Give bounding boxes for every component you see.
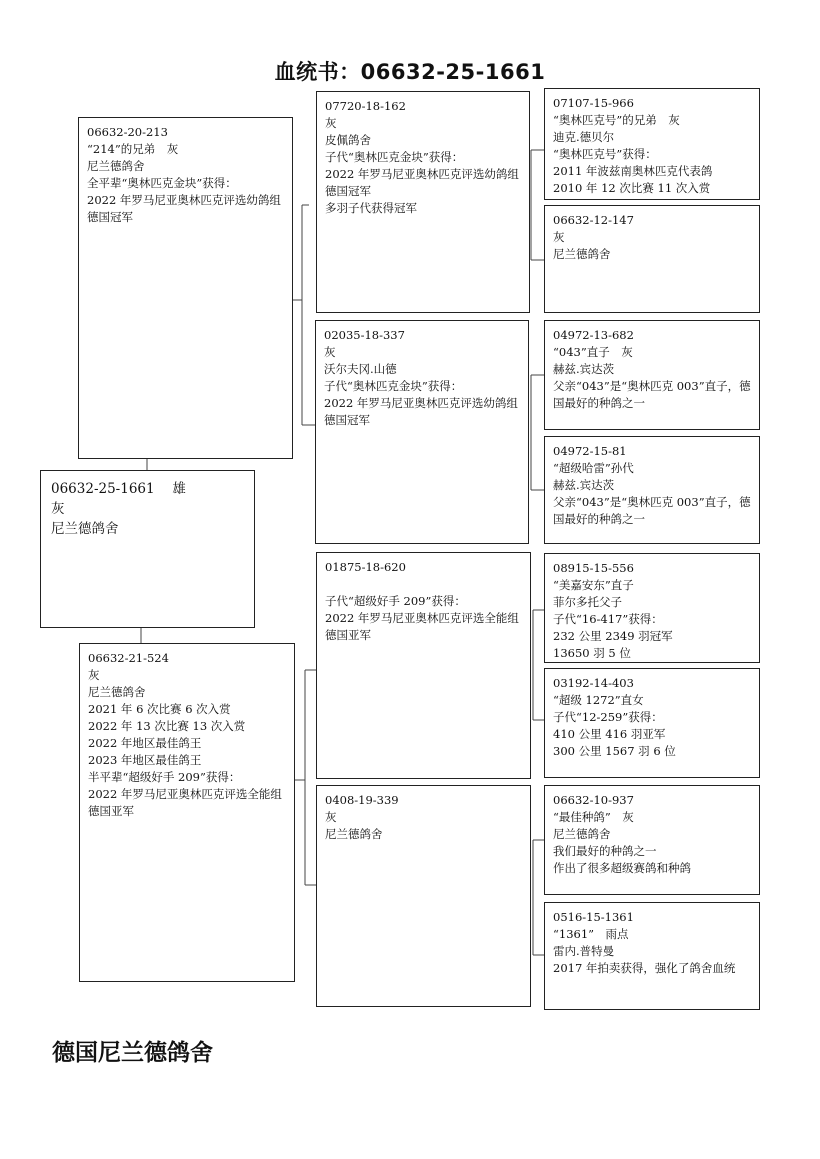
ggp-ring: 08915-15-556	[553, 561, 634, 575]
pigeon-ring: 06632-25-1661	[51, 481, 155, 497]
dam-line: 2022 年罗马尼亚奥林匹克评选全能组德国亚军	[88, 787, 282, 818]
page-title: 血统书：06632-25-1661	[274, 60, 546, 84]
dam-sire-line	[325, 576, 522, 593]
ggp-line: 赫兹.宾达茨	[553, 362, 615, 376]
pigeon-line: 灰	[51, 501, 65, 517]
sire-sire-line: 多羽子代获得冠军	[325, 201, 417, 215]
pigeon-line: 尼兰德鸽舍	[51, 521, 119, 537]
sire-sire-box	[316, 91, 530, 313]
dam-box	[79, 643, 295, 982]
dam-line: 尼兰德鸽舍	[88, 685, 146, 699]
dam-line: 半平辈“超级好手 209”获得：	[88, 770, 241, 784]
sire-dam-line: 子代“奥林匹克金块”获得：	[324, 379, 463, 393]
ggp-line: “超级 1272”直女	[553, 693, 644, 707]
sire-sire-line: 皮佩鸽舍	[325, 133, 371, 147]
dam-sire-ring: 01875-18-620	[325, 560, 406, 574]
dam-dam-line: 尼兰德鸽舍	[325, 827, 383, 841]
ggp-line: 300 公里 1567 羽 6 位	[553, 744, 676, 758]
ggp-ring: 06632-12-147	[553, 213, 634, 227]
ggp-box-6	[544, 668, 760, 778]
ggp-box-8	[544, 902, 760, 1010]
ggp-line: 菲尔多托父子	[553, 595, 622, 609]
ggp-line: “奥林匹克号”获得：	[553, 147, 657, 161]
sire-sire-ring: 07720-18-162	[325, 99, 406, 113]
ggp-line: “043”直子 灰	[553, 345, 633, 359]
sire-dam-box	[315, 320, 529, 544]
ggp-line: 13650 羽 5 位	[553, 646, 631, 660]
sire-sire-line: 2022 年罗马尼亚奥林匹克评选幼鸽组德国冠军	[325, 167, 519, 198]
sire-line: “214”的兄弟 灰	[87, 142, 179, 156]
ggp-ring: 0516-15-1361	[553, 910, 634, 924]
sire-line: 全平辈“奥林匹克金块”获得：	[87, 176, 237, 190]
ggp-line: 子代“12-259”获得：	[553, 710, 663, 724]
ggp-line: 2011 年波兹南奥林匹克代表鸽	[553, 164, 713, 178]
ggp-ring: 04972-13-682	[553, 328, 634, 342]
ggp-ring: 07107-15-966	[553, 96, 634, 110]
dam-dam-line: 灰	[325, 810, 337, 824]
ggp-box-2	[544, 205, 760, 313]
sire-sire-line: 子代“奥林匹克金块”获得：	[325, 150, 464, 164]
sire-line: 2022 年罗马尼亚奥林匹克评选幼鸽组德国冠军	[87, 193, 281, 224]
pigeon-sex: 雄	[172, 481, 186, 497]
sire-line: 尼兰德鸽舍	[87, 159, 145, 173]
ggp-line: “最佳种鸽” 灰	[553, 810, 634, 824]
dam-dam-box	[316, 785, 531, 1007]
dam-ring: 06632-21-524	[88, 651, 169, 665]
ggp-line: 尼兰德鸽舍	[553, 247, 611, 261]
dam-line: 2022 年地区最佳鸽王	[88, 736, 202, 750]
ggp-line: 2017 年拍卖获得，强化了鸽舍血统	[553, 961, 736, 975]
ggp-line: 2010 年 12 次比赛 11 次入赏	[553, 181, 711, 195]
ggp-box-5	[544, 553, 760, 663]
ggp-line: 父亲“043”是“奥林匹克 003”直子，德国最好的种鸽之一	[553, 379, 751, 410]
ggp-line: 作出了很多超级赛鸽和种鸽	[553, 861, 691, 875]
ggp-box-1	[544, 88, 760, 200]
pigeon-box	[40, 470, 255, 628]
sire-dam-ring: 02035-18-337	[324, 328, 405, 342]
sire-dam-line: 灰	[324, 345, 336, 359]
sire-dam-line: 沃尔夫冈.山德	[324, 362, 397, 376]
dam-line: 2021 年 6 次比赛 6 次入赏	[88, 702, 231, 716]
ggp-line: 迪克.德贝尔	[553, 130, 615, 144]
ggp-box-7	[544, 785, 760, 895]
ggp-line: “美嘉安东”直子	[553, 578, 634, 592]
sire-ring: 06632-20-213	[87, 125, 168, 139]
ggp-line: “1361” 雨点	[553, 927, 629, 941]
ggp-box-3	[544, 320, 760, 430]
ggp-line: 子代“16-417”获得：	[553, 612, 663, 626]
ggp-line: 我们最好的种鸽之一	[553, 844, 657, 858]
sire-sire-line: 灰	[325, 116, 337, 130]
sire-dam-line: 2022 年罗马尼亚奥林匹克评选幼鸽组德国冠军	[324, 396, 518, 427]
ggp-line: 父亲“043”是“奥林匹克 003”直子，德国最好的种鸽之一	[553, 495, 751, 526]
ggp-ring: 06632-10-937	[553, 793, 634, 807]
ggp-ring: 03192-14-403	[553, 676, 634, 690]
dam-sire-line: 2022 年罗马尼亚奥林匹克评选全能组德国亚军	[325, 611, 519, 642]
dam-sire-line: 子代“超级好手 209”获得：	[325, 594, 466, 608]
sire-box	[78, 117, 293, 459]
ggp-line: “超级哈雷”孙代	[553, 461, 634, 475]
ggp-line: 雷内.普特曼	[553, 944, 615, 958]
dam-sire-box	[316, 552, 531, 779]
ggp-line: 410 公里 416 羽亚军	[553, 727, 666, 741]
ggp-line: 232 公里 2349 羽冠军	[553, 629, 673, 643]
loft-name-footer: 德国尼兰德鸽舍	[52, 1040, 213, 1066]
ggp-box-4	[544, 436, 760, 544]
ggp-line: 尼兰德鸽舍	[553, 827, 611, 841]
ggp-line: “奥林匹克号”的兄弟 灰	[553, 113, 680, 127]
dam-dam-ring: 0408-19-339	[325, 793, 399, 807]
ggp-line: 灰	[553, 230, 565, 244]
dam-line: 2023 年地区最佳鸽王	[88, 753, 202, 767]
ggp-ring: 04972-15-81	[553, 444, 627, 458]
ggp-line: 赫兹.宾达茨	[553, 478, 615, 492]
dam-line: 2022 年 13 次比赛 13 次入赏	[88, 719, 246, 733]
dam-line: 灰	[88, 668, 100, 682]
